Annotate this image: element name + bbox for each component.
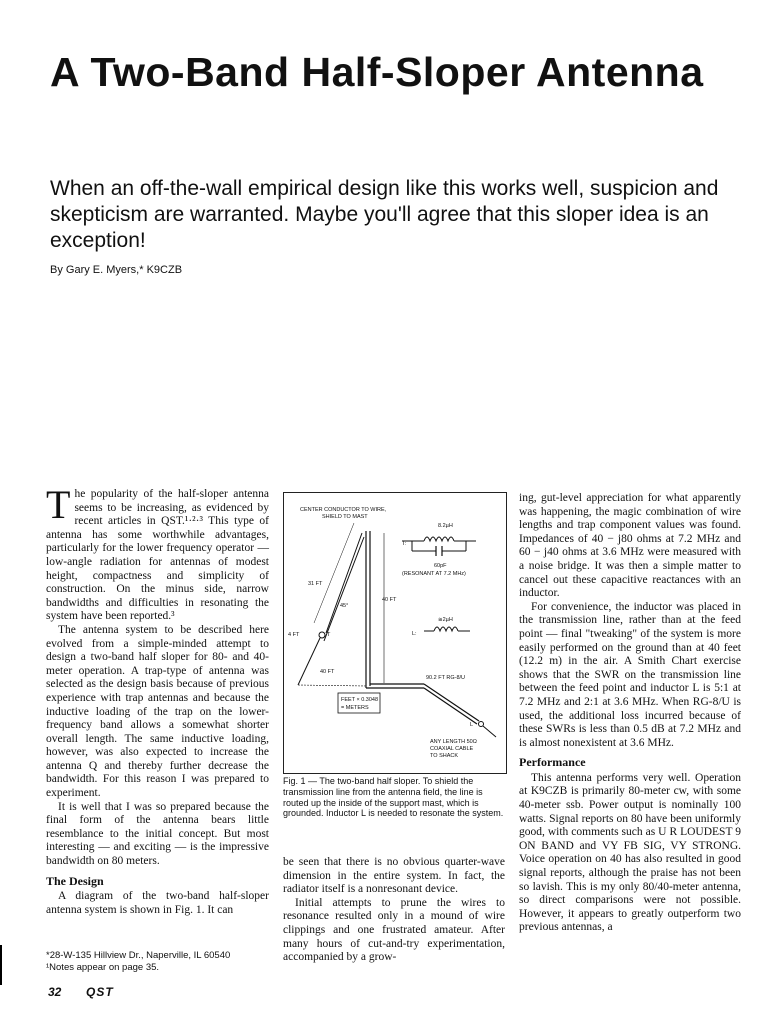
label-inductance-t: 8.2µH: [438, 523, 453, 529]
label-4ft: 4 FT: [288, 632, 300, 638]
column-3: [519, 492, 741, 935]
label-l: L:: [412, 631, 417, 637]
signal-report: U R LOUDEST 9 ON BAND: [519, 826, 741, 852]
label-capacitance: 60pF: [434, 563, 447, 569]
text-run: . Voice operation on 40 has also resulted in good signal reports, although the praise has not been so lavish. This is my only 80/40-meter antenna, so direct comparisons were not possible. However, it appears to greatly outperform two previous antennas, a: [519, 839, 742, 934]
footnotes: [46, 950, 269, 973]
label-t-marker: T: [327, 632, 331, 638]
label-inductance-l: ≅2µH: [438, 617, 453, 623]
text-run: and: [573, 839, 602, 852]
sloper-wire: [324, 537, 364, 641]
label-t: T:: [402, 541, 407, 547]
label-center-conductor: CENTER CONDUCTOR TO WIRE,: [300, 507, 387, 513]
paragraph-text: he popularity of the half-sloper antenna seems to be increasing, as evidenced by recent articles in QST.¹·²·³ This type of antenna has some worthwhile advantages, particularly for the lower frequency operator — low-angle radiation for antennas of modest height, compactness and simplicity of construction. On the minus side, narrow bandwidths and difficulties in resonating the system have been reported.³: [46, 488, 269, 623]
label-40ft-horiz: 40 FT: [320, 669, 335, 675]
label-angle: 45°: [340, 603, 349, 609]
column-1: [46, 482, 269, 917]
coax-to-shack: [483, 726, 496, 737]
label-coax-1: ANY LENGTH 50Ω: [430, 739, 477, 745]
label-coax-3: TO SHACK: [430, 753, 459, 759]
label-meters: = METERS: [341, 705, 369, 711]
trap-t-marker: [319, 632, 325, 638]
label-l-marker: L: [470, 722, 474, 728]
dimension-line: [298, 685, 366, 686]
label-rg8: 90.2 FT RG-8/U: [426, 675, 466, 681]
label-31ft: 31 FT: [308, 581, 323, 587]
label-shield: SHIELD TO MAST: [322, 514, 368, 520]
text-run: This antenna performs very well. Operation at K9CZB is primarily 80-meter cw, with some 40-meter ssb. Power output is nominally 100 watts. Signal reports on 80 have been uniformly good, with comments such as: [519, 771, 741, 839]
footnote: ¹Notes appear on page 35.: [46, 961, 160, 973]
margin-rule: [0, 945, 2, 985]
page-number: 32: [48, 985, 62, 999]
coax-diagonal: [424, 688, 477, 724]
signal-report: VY FB SIG, VY STRONG: [601, 839, 739, 852]
paragraph: Initial attempts to prune the wires to resonance resulted only in a mound of wire clippings and one frustrated amateur. After many hours of cut-and-try experimentation, accompanied by a grow-: [283, 896, 505, 964]
drop-cap: T: [46, 482, 71, 527]
paragraph: ing, gut-level appreciation for what apparently was happening, the magic combination of wire lengths and trap component values was found. Impedances of 40 − j80 ohms at 7.2 MHz and 60 − j40 ohms at 3.6 MHz were measured with a noise bridge. It was then a simple matter to cancel out these capacitive reactances with an inductor.: [519, 492, 741, 600]
trap-coil: [424, 537, 454, 541]
figure-caption: Fig. 1 — The two-band half sloper. To shield the transmission line from the antenna field, the line is routed up the inside of the support mast, which is grounded. Inductor L is needed to resonate the system.: [283, 776, 504, 819]
byline: By Gary E. Myers,* K9CZB: [50, 264, 183, 276]
paragraph: A diagram of the two-band half-sloper antenna system is shown in Fig. 1. It can: [46, 890, 269, 916]
paragraph: be seen that there is no obvious quarter-wave dimension in the entire system. In fact, the radiator itself is a nonresonant device.: [283, 856, 505, 896]
footnote: *28-W-135 Hillview Dr., Naperville, IL 60540: [46, 950, 231, 961]
label-feet-conversion: FEET × 0.3048: [341, 697, 379, 703]
paragraph: For convenience, the inductor was placed in the transmission line, rather than at the feed point — final "tweaking" of the system is more easily performed on the ground than at 40 feet (12.2 m) in the air. A Smith Chart exercise shows that the SWR on the transmission line between the feed point and inductor L is 5:1 at 7.2 MHz and 2:1 at 3.6 MHz. When RG-8/U is used, the additional loss incurred because of these SWRs is less than 0.5 dB at 7.2 MHz and is almost nonexistent at 3.6 MHz.: [519, 600, 741, 749]
label-coax-2: COAXIAL CABLE: [430, 746, 474, 752]
magazine-name: QST: [86, 985, 114, 999]
inductor-coil: [434, 627, 458, 631]
coax-diagonal: [424, 684, 479, 721]
label-40ft-mast: 40 FT: [382, 597, 397, 603]
paragraph: [519, 772, 741, 935]
section-heading-design: The Design: [46, 873, 104, 888]
article-title: A Two-Band Half-Sloper Antenna: [50, 49, 704, 95]
column-2: [283, 856, 505, 965]
paragraph-intro: [46, 482, 269, 624]
inductor-l-marker: [479, 722, 484, 727]
label-resonant: (RESONANT AT 7.2 MHz): [402, 571, 466, 577]
figure-1: [283, 492, 507, 774]
sloper-wire-end: [298, 638, 320, 685]
antenna-diagram: [284, 493, 506, 773]
section-heading-performance: Performance: [519, 755, 586, 770]
paragraph: It is well that I was so prepared because the final form of the antenna bears little resemblance to the initial concept. But most interesting — and exciting — is the impressive bandwidth on 80 meters.: [46, 800, 269, 868]
paragraph: The antenna system to be described here evolved from a simple-minded attempt to design a two-band half sloper for 80- and 40-meter operation. A trap-type of antenna was selected as the design basis because of previous experience with trap antennas and because the inductive loading of the trap on the lower-frequency band allows a somewhat shorter overall length. The same inductive loading, however, was also expected to increase the antenna Q and thereby further decrease the bandwidth. For this reason I was prepared to experiment.: [46, 623, 269, 800]
article-deck: When an off-the-wall empirical design like this works well, suspicion and skepticism are warranted. Maybe you'll agree that this sloper idea is an exception!: [50, 177, 719, 252]
